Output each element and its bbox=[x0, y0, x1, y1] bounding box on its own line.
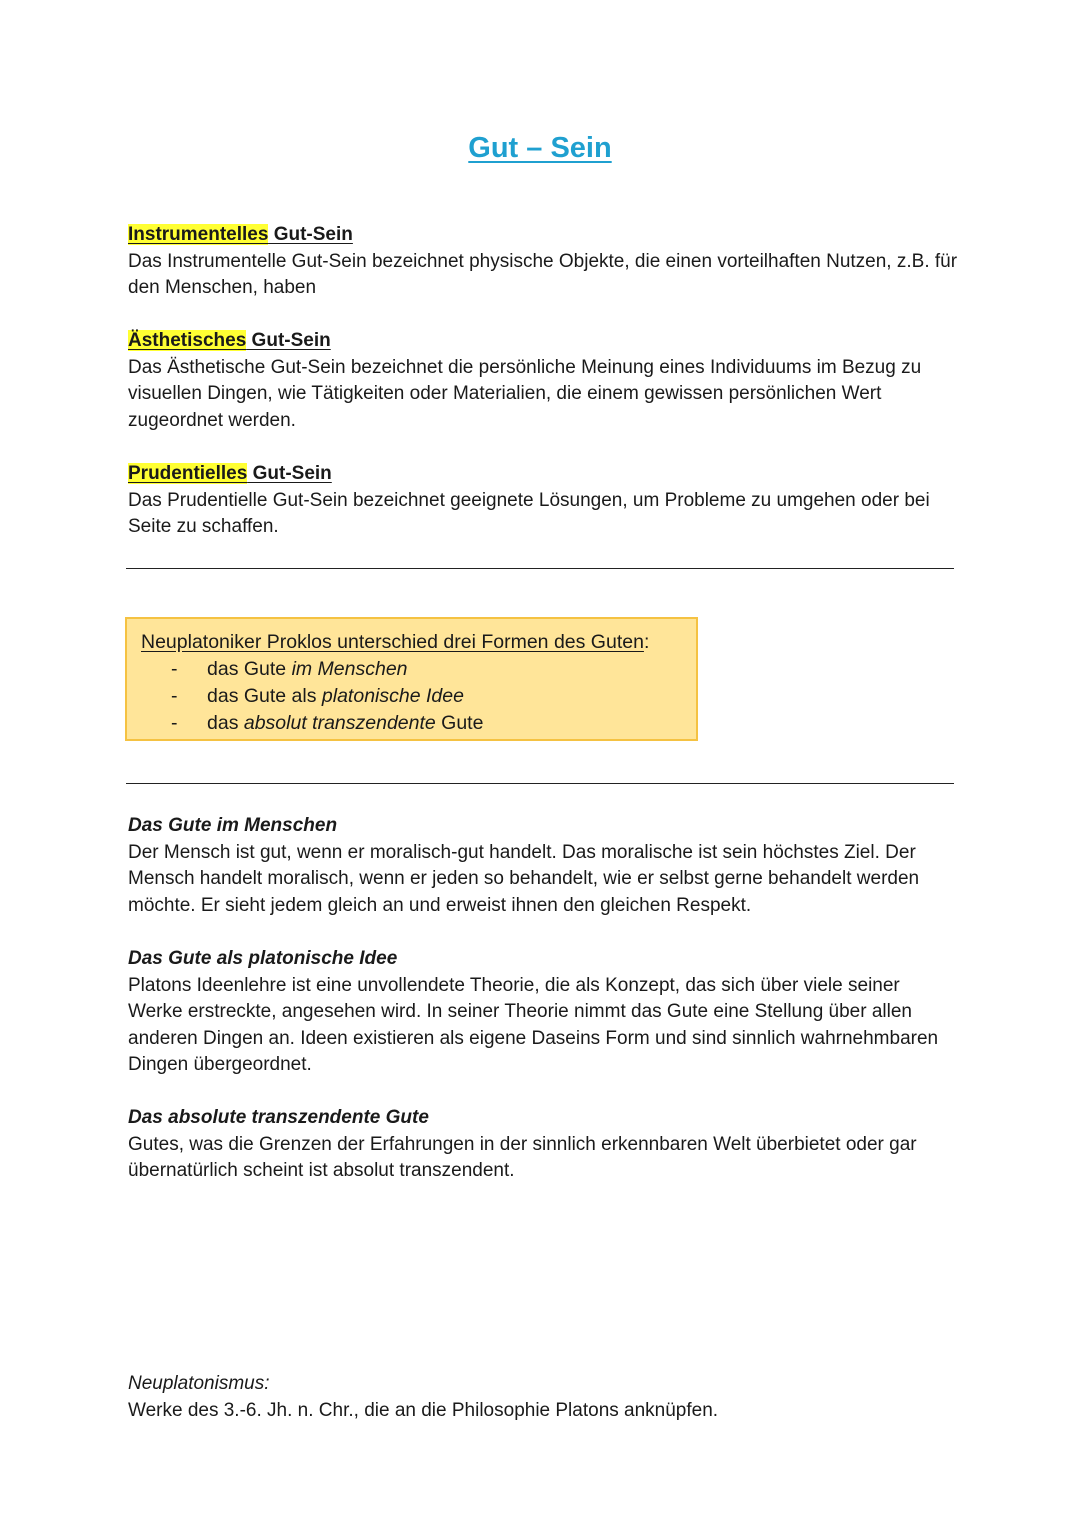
list-item: - das Gute im Menschen bbox=[171, 656, 483, 683]
section-aesthetisches bbox=[128, 328, 958, 434]
box-heading: Neuplatoniker Proklos unterschied drei Formen des Guten: bbox=[141, 631, 650, 653]
dash-bullet: - bbox=[171, 685, 178, 707]
dash-bullet: - bbox=[171, 712, 178, 734]
section-text: Das Prudentielle Gut-Sein bezeichnet geeignete Lösungen, um Probleme zu umgehen oder bei Seite zu schaffen. bbox=[128, 489, 930, 537]
footnote bbox=[128, 1371, 958, 1424]
list-item: - das absolut transzendente Gute bbox=[171, 710, 483, 737]
form-heading: Das absolute transzendente Gute bbox=[128, 1107, 429, 1128]
dash-bullet: - bbox=[171, 658, 178, 680]
list-item: - das Gute als platonische Idee bbox=[171, 683, 483, 710]
form-im-menschen bbox=[128, 813, 958, 919]
form-text: Platons Ideenlehre ist eine unvollendete Theorie, die als Konzept, das sich über viele seiner Werke erstreckte, angesehen wird. In seiner Theorie nimmt das Gute eine Stellung über allen anderen Dingen an. Ideen existieren als eigene Daseins Form und sind sinnlich wahrnehmbaren Dingen übergeordnet. bbox=[128, 974, 939, 1075]
section-heading bbox=[128, 222, 958, 249]
heading-highlight: Instrumentelles bbox=[128, 224, 269, 245]
form-platonische-idee bbox=[128, 946, 958, 1079]
heading-rest: Gut-Sein bbox=[268, 224, 353, 245]
heading-rest: Gut-Sein bbox=[247, 463, 332, 484]
proklos-box bbox=[125, 617, 698, 741]
form-heading: Das Gute als platonische Idee bbox=[128, 948, 398, 969]
section-heading bbox=[128, 328, 958, 355]
section-prudentielles bbox=[128, 461, 958, 541]
form-heading: Das Gute im Menschen bbox=[128, 815, 338, 836]
heading-rest: Gut-Sein bbox=[246, 330, 331, 351]
section-text: Das Ästhetische Gut-Sein bezeichnet die persönliche Meinung eines Individuums im Bezug zu visuellen Dingen, wie Tätigkeiten oder Materialien, die einem gewissen persönlichen Wert zugeordnet werden. bbox=[128, 356, 922, 431]
form-transzendent bbox=[128, 1105, 958, 1185]
section-instrumentelles bbox=[128, 222, 958, 302]
horizontal-rule bbox=[126, 568, 954, 569]
footnote-text: Werke des 3.-6. Jh. n. Chr., die an die Philosophie Platons anknüpfen. bbox=[128, 1399, 719, 1421]
section-heading bbox=[128, 461, 958, 488]
page-title: Gut – Sein bbox=[468, 132, 612, 164]
section-text: Das Instrumentelle Gut-Sein bezeichnet physische Objekte, die einen vorteilhaften Nutzen, z.B. für den Menschen, haben bbox=[128, 250, 958, 298]
horizontal-rule bbox=[126, 783, 954, 784]
box-list bbox=[171, 656, 483, 737]
footnote-heading: Neuplatonismus: bbox=[128, 1373, 270, 1394]
heading-highlight: Prudentielles bbox=[128, 463, 248, 484]
form-text: Gutes, was die Grenzen der Erfahrungen in der sinnlich erkennbaren Welt überbietet oder gar übernatürlich scheint ist absolut transzendent. bbox=[128, 1133, 917, 1181]
heading-highlight: Ästhetisches bbox=[128, 330, 247, 351]
form-text: Der Mensch ist gut, wenn er moralisch-gut handelt. Das moralische ist sein höchstes Ziel. Der Mensch handelt moralisch, wenn er jeden so behandelt, wie er selbst gerne behandelt werden möchte. Er sieht jedem gleich an und erweist ihnen den gleichen Respekt. bbox=[128, 841, 920, 916]
